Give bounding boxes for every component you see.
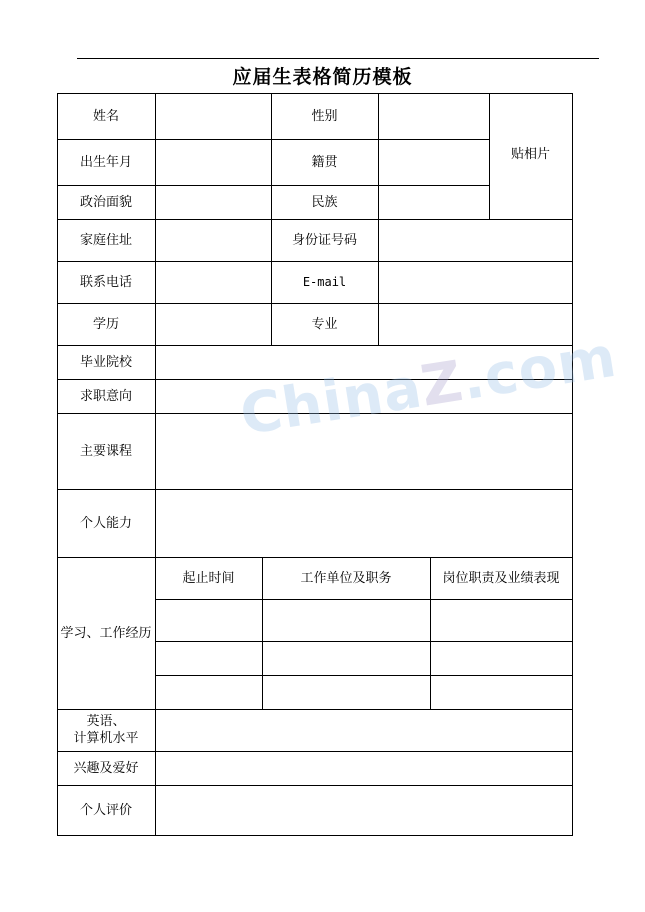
header-exp-period: 起止时间 (182, 570, 235, 586)
photo-box[interactable] (489, 93, 572, 219)
field-id-number[interactable] (379, 220, 572, 261)
label-ability: 个人能力 (79, 515, 132, 531)
field-evaluation[interactable] (156, 786, 572, 835)
field-courses[interactable] (156, 414, 572, 489)
label-gender: 性别 (311, 108, 338, 124)
label-language-line1: 英语、 (86, 714, 126, 729)
label-experience: 学习、工作经历 (60, 625, 152, 641)
field-ability[interactable] (156, 490, 572, 557)
field-school[interactable] (156, 346, 572, 379)
label-id-number: 身份证号码 (291, 232, 357, 248)
field-name[interactable] (156, 94, 271, 139)
label-photo: 贴相片 (510, 146, 550, 162)
label-ethnicity: 民族 (311, 194, 338, 210)
watermark-suffix: .com (457, 324, 622, 414)
field-major[interactable] (379, 304, 572, 345)
table-border-right (572, 93, 573, 836)
exp-row-1-unit[interactable] (263, 600, 430, 641)
label-phone: 联系电话 (79, 274, 132, 290)
field-home-address[interactable] (156, 220, 271, 261)
label-evaluation: 个人评价 (79, 802, 132, 818)
exp-row-1-period[interactable] (156, 600, 262, 641)
label-native-place: 籍贯 (311, 154, 338, 170)
label-school: 毕业院校 (79, 354, 132, 370)
exp-row-2-unit[interactable] (263, 642, 430, 675)
exp-row-1-duty[interactable] (431, 600, 572, 641)
watermark-z: Z (416, 348, 468, 420)
exp-row-3-unit[interactable] (263, 676, 430, 709)
label-name: 姓名 (92, 108, 119, 124)
field-education[interactable] (156, 304, 271, 345)
label-job-intention: 求职意向 (79, 388, 132, 404)
header-exp-unit: 工作单位及职务 (300, 570, 392, 586)
field-ethnicity[interactable] (379, 186, 489, 219)
exp-row-3-duty[interactable] (431, 676, 572, 709)
label-birth: 出生年月 (79, 154, 132, 170)
page-title: 应届生表格简历模板 (232, 66, 413, 88)
label-major: 专业 (311, 316, 338, 332)
label-home-address: 家庭住址 (79, 232, 132, 248)
field-political-status[interactable] (156, 186, 271, 219)
exp-row-2-duty[interactable] (431, 642, 572, 675)
header-exp-duty: 岗位职责及业绩表现 (442, 570, 560, 586)
field-native-place[interactable] (379, 140, 489, 185)
field-birth[interactable] (156, 140, 271, 185)
field-phone[interactable] (156, 262, 271, 303)
field-gender[interactable] (379, 94, 489, 139)
label-political-status: 政治面貌 (79, 194, 132, 210)
label-language-line2: 计算机水平 (73, 731, 139, 746)
field-job-intention[interactable] (156, 380, 572, 413)
table-border-bottom (57, 835, 573, 836)
field-hobbies[interactable] (156, 752, 572, 785)
label-language-computer (57, 709, 155, 751)
label-education: 学历 (92, 316, 119, 332)
exp-row-3-period[interactable] (156, 676, 262, 709)
exp-row-2-period[interactable] (156, 642, 262, 675)
field-email[interactable] (379, 262, 572, 303)
label-email: E-mail (302, 274, 347, 289)
label-hobbies: 兴趣及爱好 (73, 760, 139, 776)
watermark-text: China (236, 355, 427, 449)
label-courses: 主要课程 (79, 443, 132, 459)
field-language-computer[interactable] (156, 710, 572, 751)
